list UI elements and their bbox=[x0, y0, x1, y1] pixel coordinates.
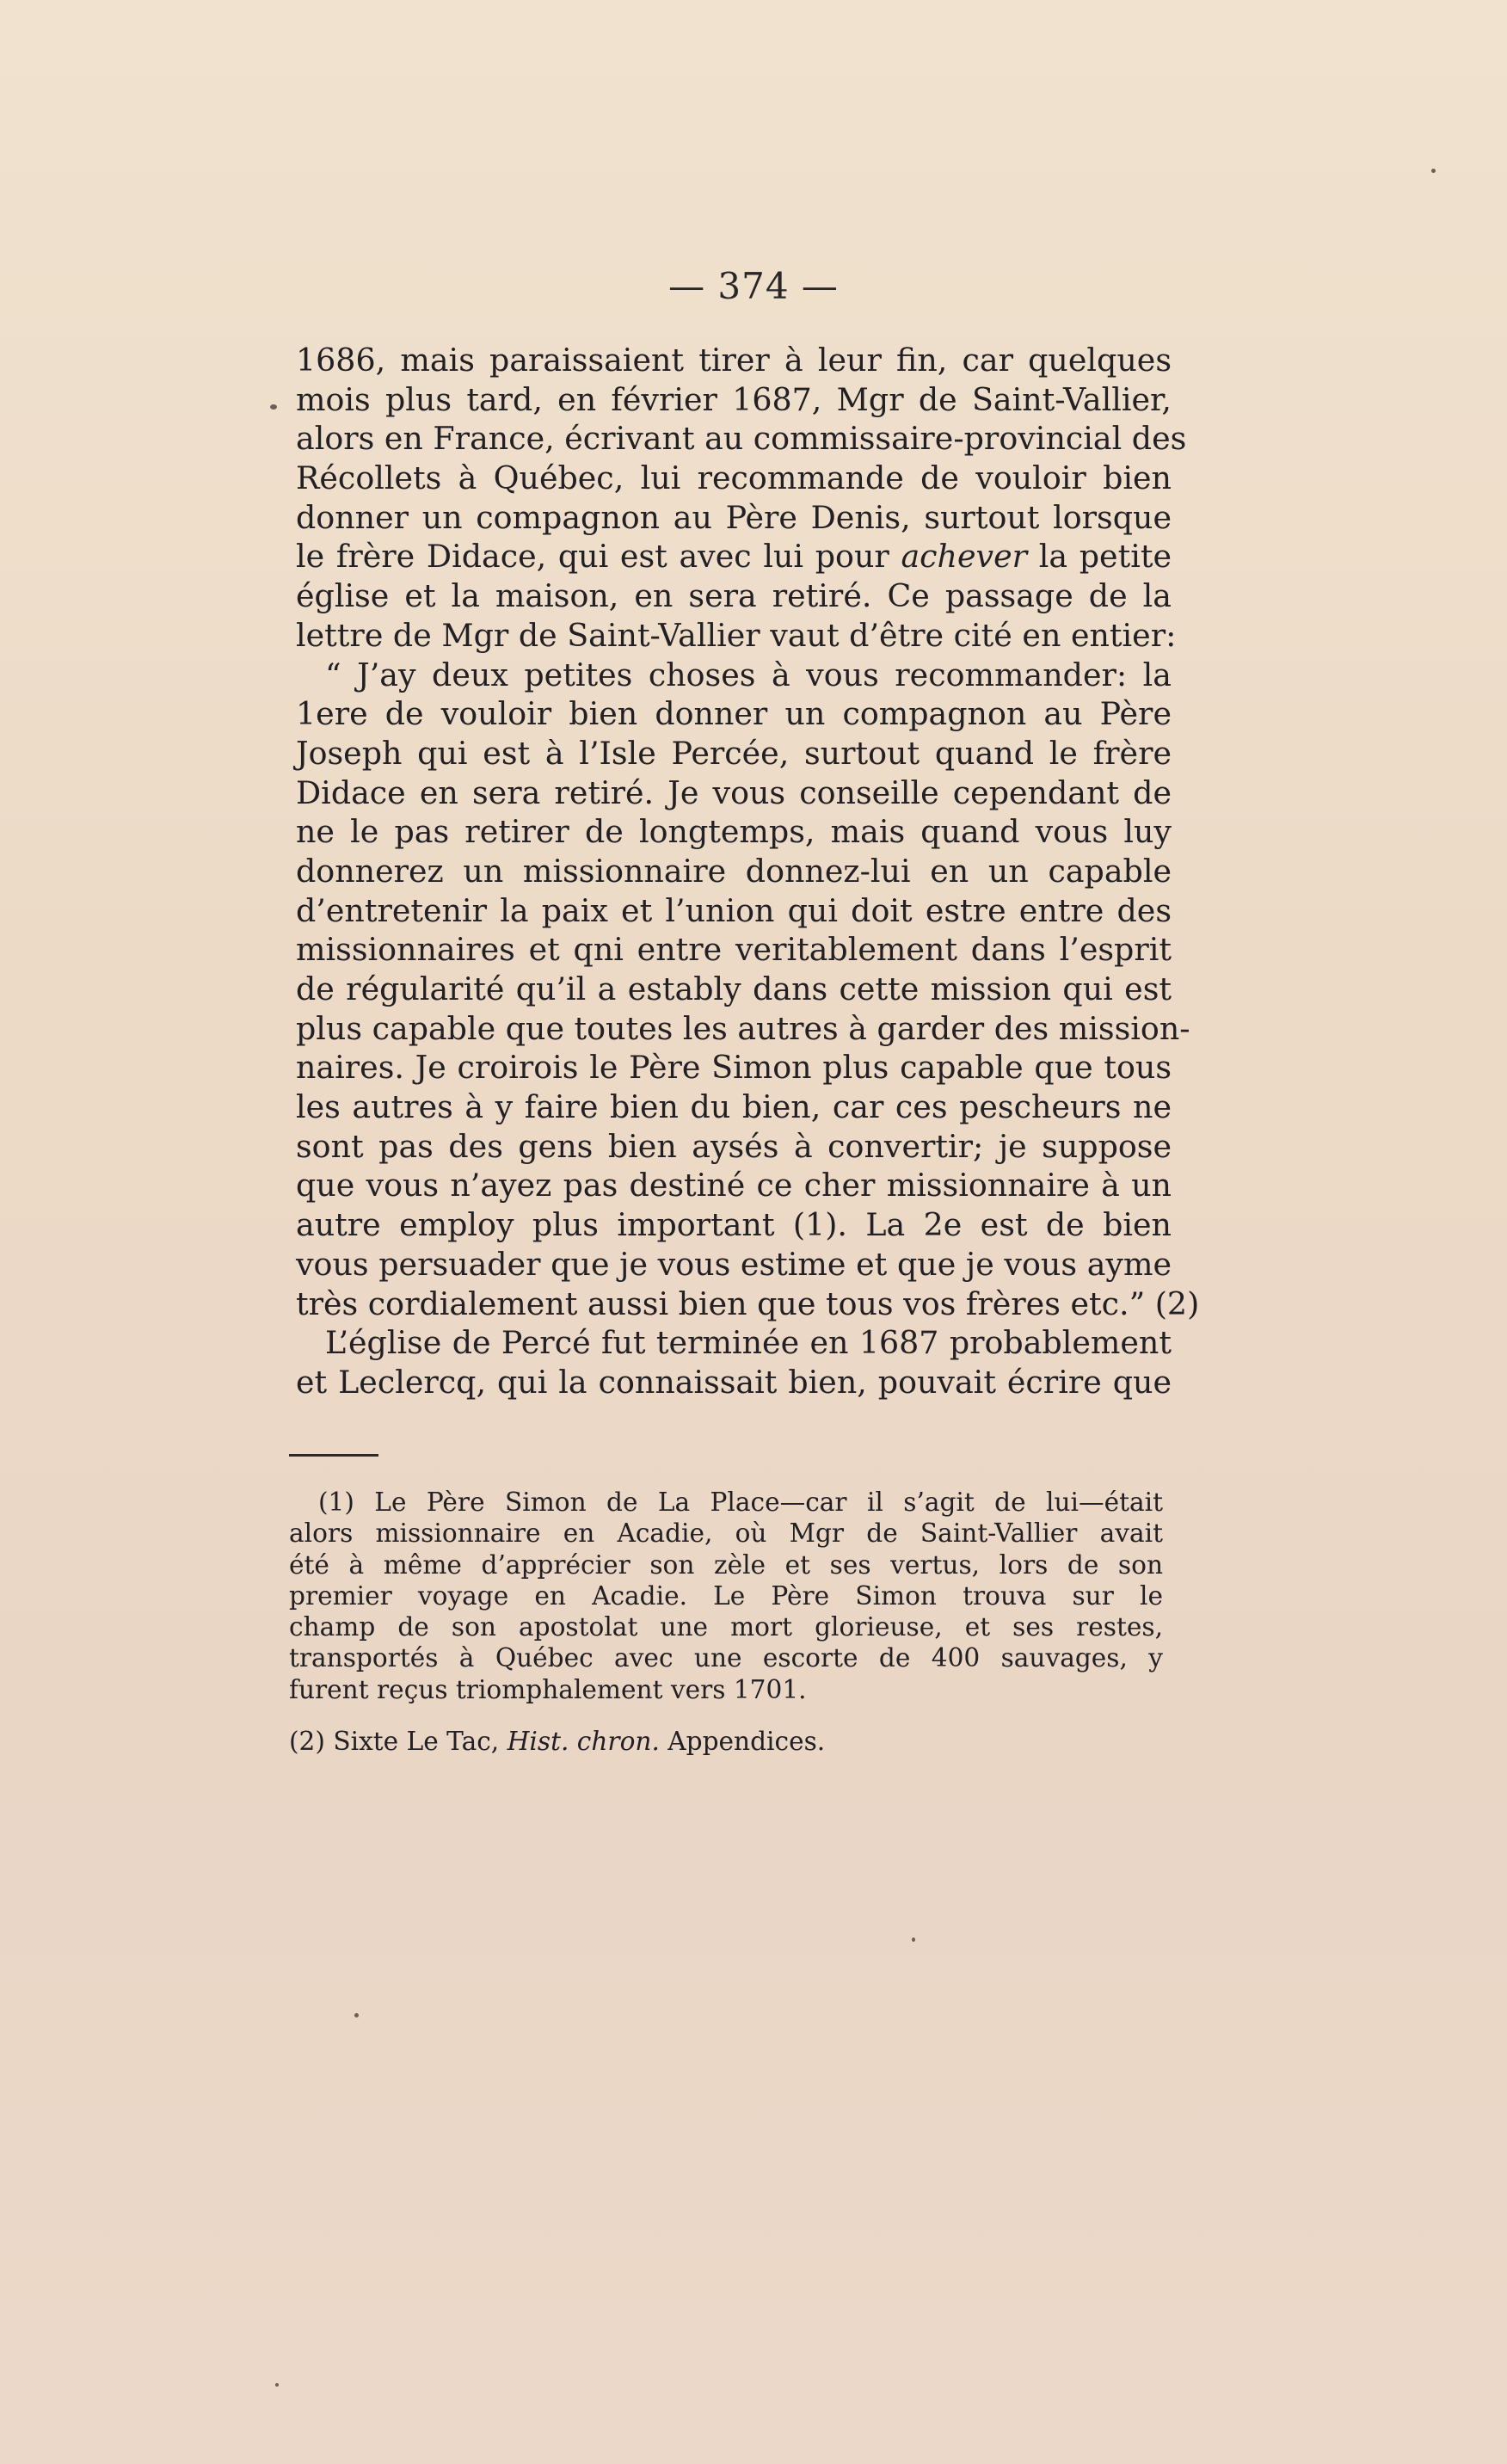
body-line: donnerez un missionnaire donnez-lui en un capable bbox=[296, 852, 1172, 890]
body-line: de régularité qu’il a estably dans cette mission qui est bbox=[296, 970, 1172, 1007]
body-line: autre employ plus important (1). La 2e est de bien bbox=[296, 1206, 1172, 1244]
footnote-2 bbox=[289, 1726, 1163, 1757]
body-line: d’entretenir la paix et l’union qui doit estre entre des bbox=[296, 891, 1172, 929]
speck bbox=[275, 2383, 279, 2387]
text-segment: la petite bbox=[1027, 538, 1172, 576]
footnote-separator bbox=[289, 1454, 378, 1457]
speck bbox=[270, 404, 277, 410]
footnote-line: premier voyage en Acadie. Le Père Simon trouva sur le bbox=[289, 1580, 1163, 1611]
body-line bbox=[296, 537, 1172, 576]
body-line: missionnaires et qni entre veritablement dans l’esprit bbox=[296, 931, 1172, 969]
body-line: “ J’ay deux petites choses à vous recommander: la bbox=[325, 656, 1172, 693]
speck bbox=[912, 1937, 915, 1942]
footnote-line: (1) Le Père Simon de La Place—car il s’agit de lui—était bbox=[318, 1488, 1163, 1517]
text-segment: le frère Didace, qui est avec lui pour bbox=[296, 538, 901, 576]
body-line: 1ere de vouloir bien donner un compagnon au Père bbox=[296, 695, 1172, 733]
body-line: sont pas des gens bien aysés à convertir; je suppose bbox=[296, 1127, 1172, 1165]
body-line: les autres à y faire bien du bien, car ces pescheurs ne bbox=[296, 1088, 1172, 1126]
footnote-line: été à même d’apprécier son zèle et ses vertus, lors de son bbox=[289, 1549, 1163, 1580]
footnote-2-prefix: (2) Sixte Le Tac, bbox=[289, 1727, 507, 1757]
emphasis: achever bbox=[901, 538, 1028, 576]
body-line: L’église de Percé fut terminée en 1687 probablement bbox=[325, 1324, 1172, 1362]
speck bbox=[354, 2013, 359, 2017]
footnote-1 bbox=[289, 1487, 1163, 1705]
body-line: 1686, mais paraissaient tirer à leur fin, car quelques bbox=[296, 342, 1172, 379]
footnote-line: transportés à Québec avec une escorte de 400 sauvages, y bbox=[289, 1643, 1163, 1673]
body-line: lettre de Mgr de Saint-Vallier vaut d’être cité en entier: bbox=[296, 616, 1177, 654]
footnote-2-title: Hist. chron. bbox=[507, 1727, 660, 1757]
footnote-line: champ de son apostolat une mort glorieuse, et ses restes, bbox=[289, 1612, 1163, 1642]
body-line: église et la maison, en sera retiré. Ce passage de la bbox=[296, 577, 1172, 615]
body-line: mois plus tard, en février 1687, Mgr de Saint-Vallier, bbox=[296, 380, 1172, 418]
body-line: alors en France, écrivant au commissaire-provincial des bbox=[296, 420, 1187, 458]
footnote-line: furent reçus triomphalement vers 1701. bbox=[289, 1674, 807, 1704]
body-line: Joseph qui est à l’Isle Percée, surtout quand le frère bbox=[296, 734, 1172, 772]
body-line: plus capable que toutes les autres à garder des mission- bbox=[296, 1009, 1190, 1047]
body-line: Didace en sera retiré. Je vous conseille cependant de bbox=[296, 773, 1172, 811]
body-line: vous persuader que je vous estime et que je vous ayme bbox=[296, 1245, 1172, 1283]
body-text bbox=[296, 341, 1200, 1402]
speck bbox=[1431, 169, 1436, 173]
body-line: donner un compagnon au Père Denis, surtout lorsque bbox=[296, 498, 1172, 536]
footnotes bbox=[289, 1487, 1163, 1757]
footnote-2-suffix: Appendices. bbox=[659, 1727, 826, 1757]
body-line: Récollets à Québec, lui recommande de vouloir bien bbox=[296, 459, 1172, 497]
body-line: et Leclercq, qui la connaissait bien, pouvait écrire que bbox=[296, 1363, 1172, 1401]
body-line: très cordialement aussi bien que tous vos frères etc.” (2) bbox=[296, 1284, 1200, 1322]
footnote-line: alors missionnaire en Acadie, où Mgr de Saint-Vallier avait bbox=[289, 1518, 1163, 1549]
body-line: naires. Je croirois le Père Simon plus capable que tous bbox=[296, 1049, 1172, 1087]
page-number: — 374 — bbox=[668, 265, 839, 307]
body-line: ne le pas retirer de longtemps, mais quand vous luy bbox=[296, 813, 1172, 851]
body-line: que vous n’ayez pas destiné ce cher missionnaire à un bbox=[296, 1167, 1172, 1204]
